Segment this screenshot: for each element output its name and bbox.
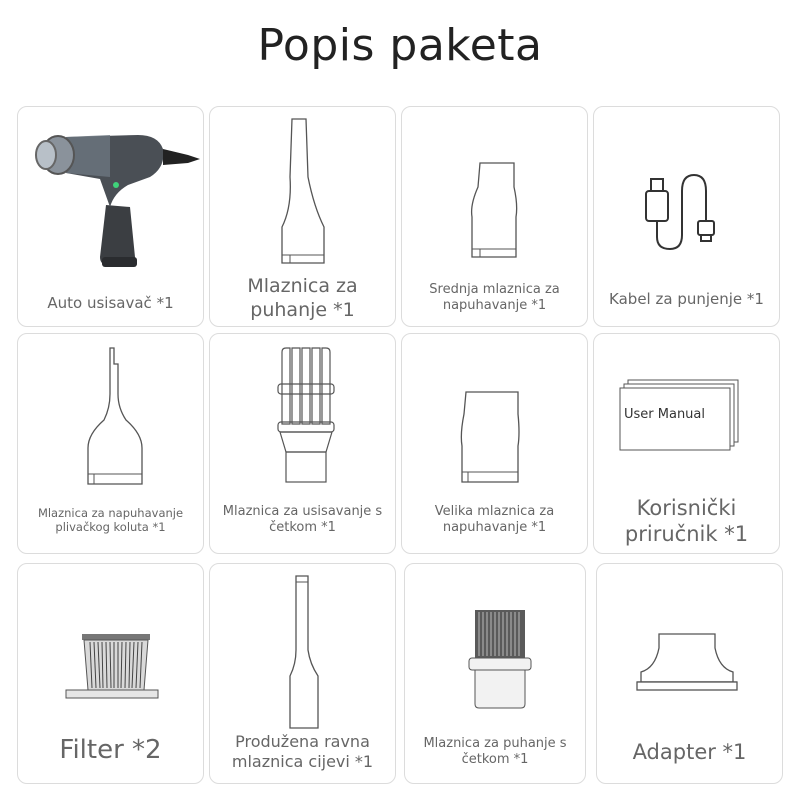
item-card-filter xyxy=(17,563,204,784)
item-card-adapter xyxy=(596,563,783,784)
item-card-extended-flat-nozzle xyxy=(209,563,396,784)
item-label: Mlaznica za puhanje s četkom *1 xyxy=(423,736,567,768)
item-label: Mlaznica za puhanje *1 xyxy=(247,275,358,321)
item-label: Filter *2 xyxy=(59,735,162,765)
item-card-brush-suction-nozzle xyxy=(209,333,396,554)
item-label: Adapter *1 xyxy=(632,740,747,764)
item-label: Korisnički priručnik *1 xyxy=(624,496,749,547)
item-label: Velika mlaznica za napuhavanje *1 xyxy=(434,504,555,536)
item-label: Mlaznica za usisavanje s četkom *1 xyxy=(222,504,383,536)
item-label: Srednja mlaznica za napuhavanje *1 xyxy=(429,282,560,314)
item-label: Mlaznica za napuhavanje plivačkog koluta *1 xyxy=(37,506,184,535)
item-card-charging-cable xyxy=(593,106,780,327)
manual-cover-text: User Manual xyxy=(624,407,706,422)
item-card-brush-blowing-nozzle xyxy=(404,563,586,784)
page-title: Popis paketa xyxy=(257,20,543,71)
item-card-blowing-nozzle xyxy=(209,106,396,327)
item-card-medium-nozzle xyxy=(401,106,588,327)
item-card-swim-ring-nozzle xyxy=(17,333,204,554)
item-label: Auto usisavač *1 xyxy=(47,294,174,312)
item-label: Produžena ravna mlaznica cijevi *1 xyxy=(231,732,374,771)
item-card-user-manual xyxy=(593,333,780,554)
item-label: Kabel za punjenje *1 xyxy=(609,290,764,308)
item-card-large-nozzle xyxy=(401,333,588,554)
item-card-vacuum xyxy=(17,106,204,327)
